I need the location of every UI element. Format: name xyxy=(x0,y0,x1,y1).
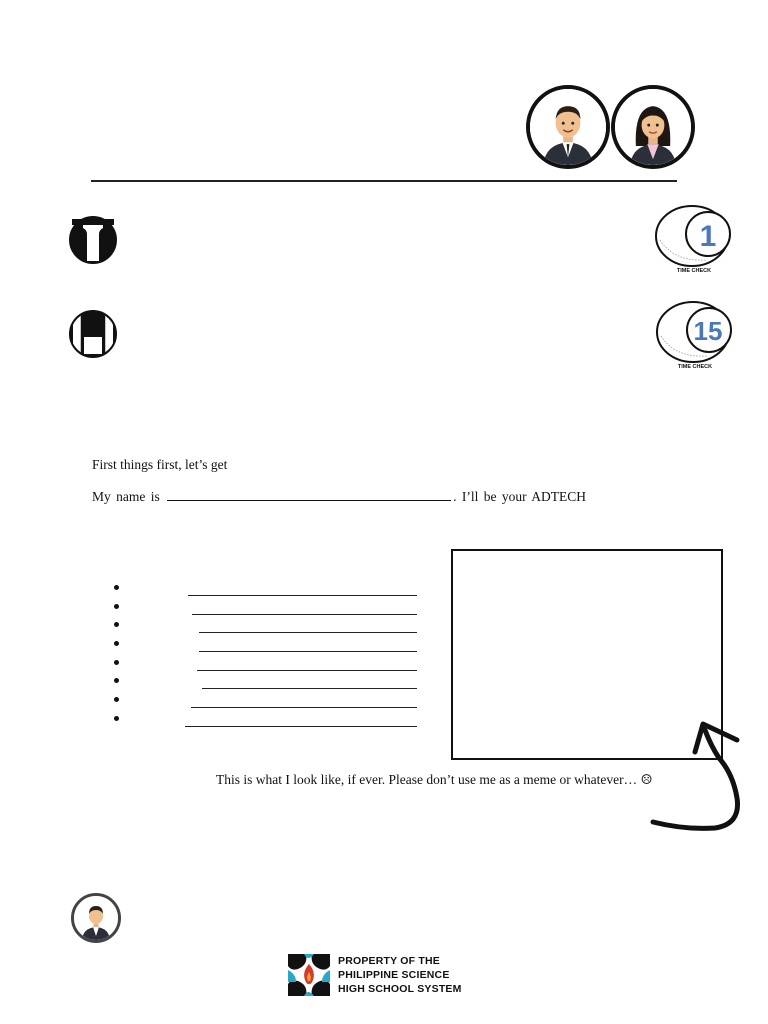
blank-line[interactable] xyxy=(197,670,417,671)
blank-line[interactable] xyxy=(199,651,417,652)
logo-line: PROPERTY OF THE xyxy=(338,955,440,967)
name-blank-field[interactable] xyxy=(167,486,451,501)
time-check-value: 1 xyxy=(699,220,717,253)
photo-caption: This is what I look like, if ever. Please don’t use me as a meme or whatever… ☹ xyxy=(216,772,653,787)
pshs-property-label xyxy=(338,954,462,996)
logo-line: HIGH SCHOOL SYSTEM xyxy=(338,983,462,995)
logo-line: PHILIPPINE SCIENCE xyxy=(338,969,450,981)
bullet-icon xyxy=(114,660,119,665)
time-check-label: TIME CHECK xyxy=(677,364,713,370)
female-teacher-avatar-icon xyxy=(611,85,695,169)
blank-line[interactable] xyxy=(199,632,417,633)
intro-text: First things first, let’s get xyxy=(92,457,228,472)
bullet-icon xyxy=(114,697,119,702)
bullet-list xyxy=(114,580,424,730)
blank-line[interactable] xyxy=(202,688,417,689)
male-teacher-avatar-icon xyxy=(526,85,610,169)
bullet-icon xyxy=(114,678,119,683)
list-item xyxy=(114,655,424,674)
name-prefix: My name is xyxy=(92,489,160,504)
list-item xyxy=(114,580,424,599)
bullet-icon xyxy=(114,641,119,646)
bullet-icon xyxy=(114,604,119,609)
bullet-icon xyxy=(114,716,119,721)
name-suffix: . I’ll be your ADTECH xyxy=(453,489,586,504)
blank-line[interactable] xyxy=(188,595,417,596)
letter-t-icon xyxy=(69,216,117,264)
list-item xyxy=(114,692,424,711)
list-item xyxy=(114,617,424,636)
pshs-logo-icon xyxy=(286,952,332,998)
blank-line[interactable] xyxy=(191,707,417,708)
blank-line[interactable] xyxy=(185,726,417,727)
list-item xyxy=(114,599,424,618)
list-item xyxy=(114,636,424,655)
time-check-badge xyxy=(655,298,735,372)
blank-line[interactable] xyxy=(192,614,417,615)
list-item xyxy=(114,673,424,692)
time-check-label: TIME CHECK xyxy=(676,268,712,274)
header-rule xyxy=(91,180,677,182)
male-teacher-small-avatar-icon xyxy=(71,893,121,943)
bullet-icon xyxy=(114,585,119,590)
letter-h-icon xyxy=(69,310,117,358)
bullet-icon xyxy=(114,622,119,627)
time-check-value: 15 xyxy=(693,316,723,346)
hand-drawn-arrow-icon xyxy=(645,712,745,842)
list-item xyxy=(114,711,424,730)
name-sentence xyxy=(92,486,586,505)
time-check-badge xyxy=(654,202,734,276)
